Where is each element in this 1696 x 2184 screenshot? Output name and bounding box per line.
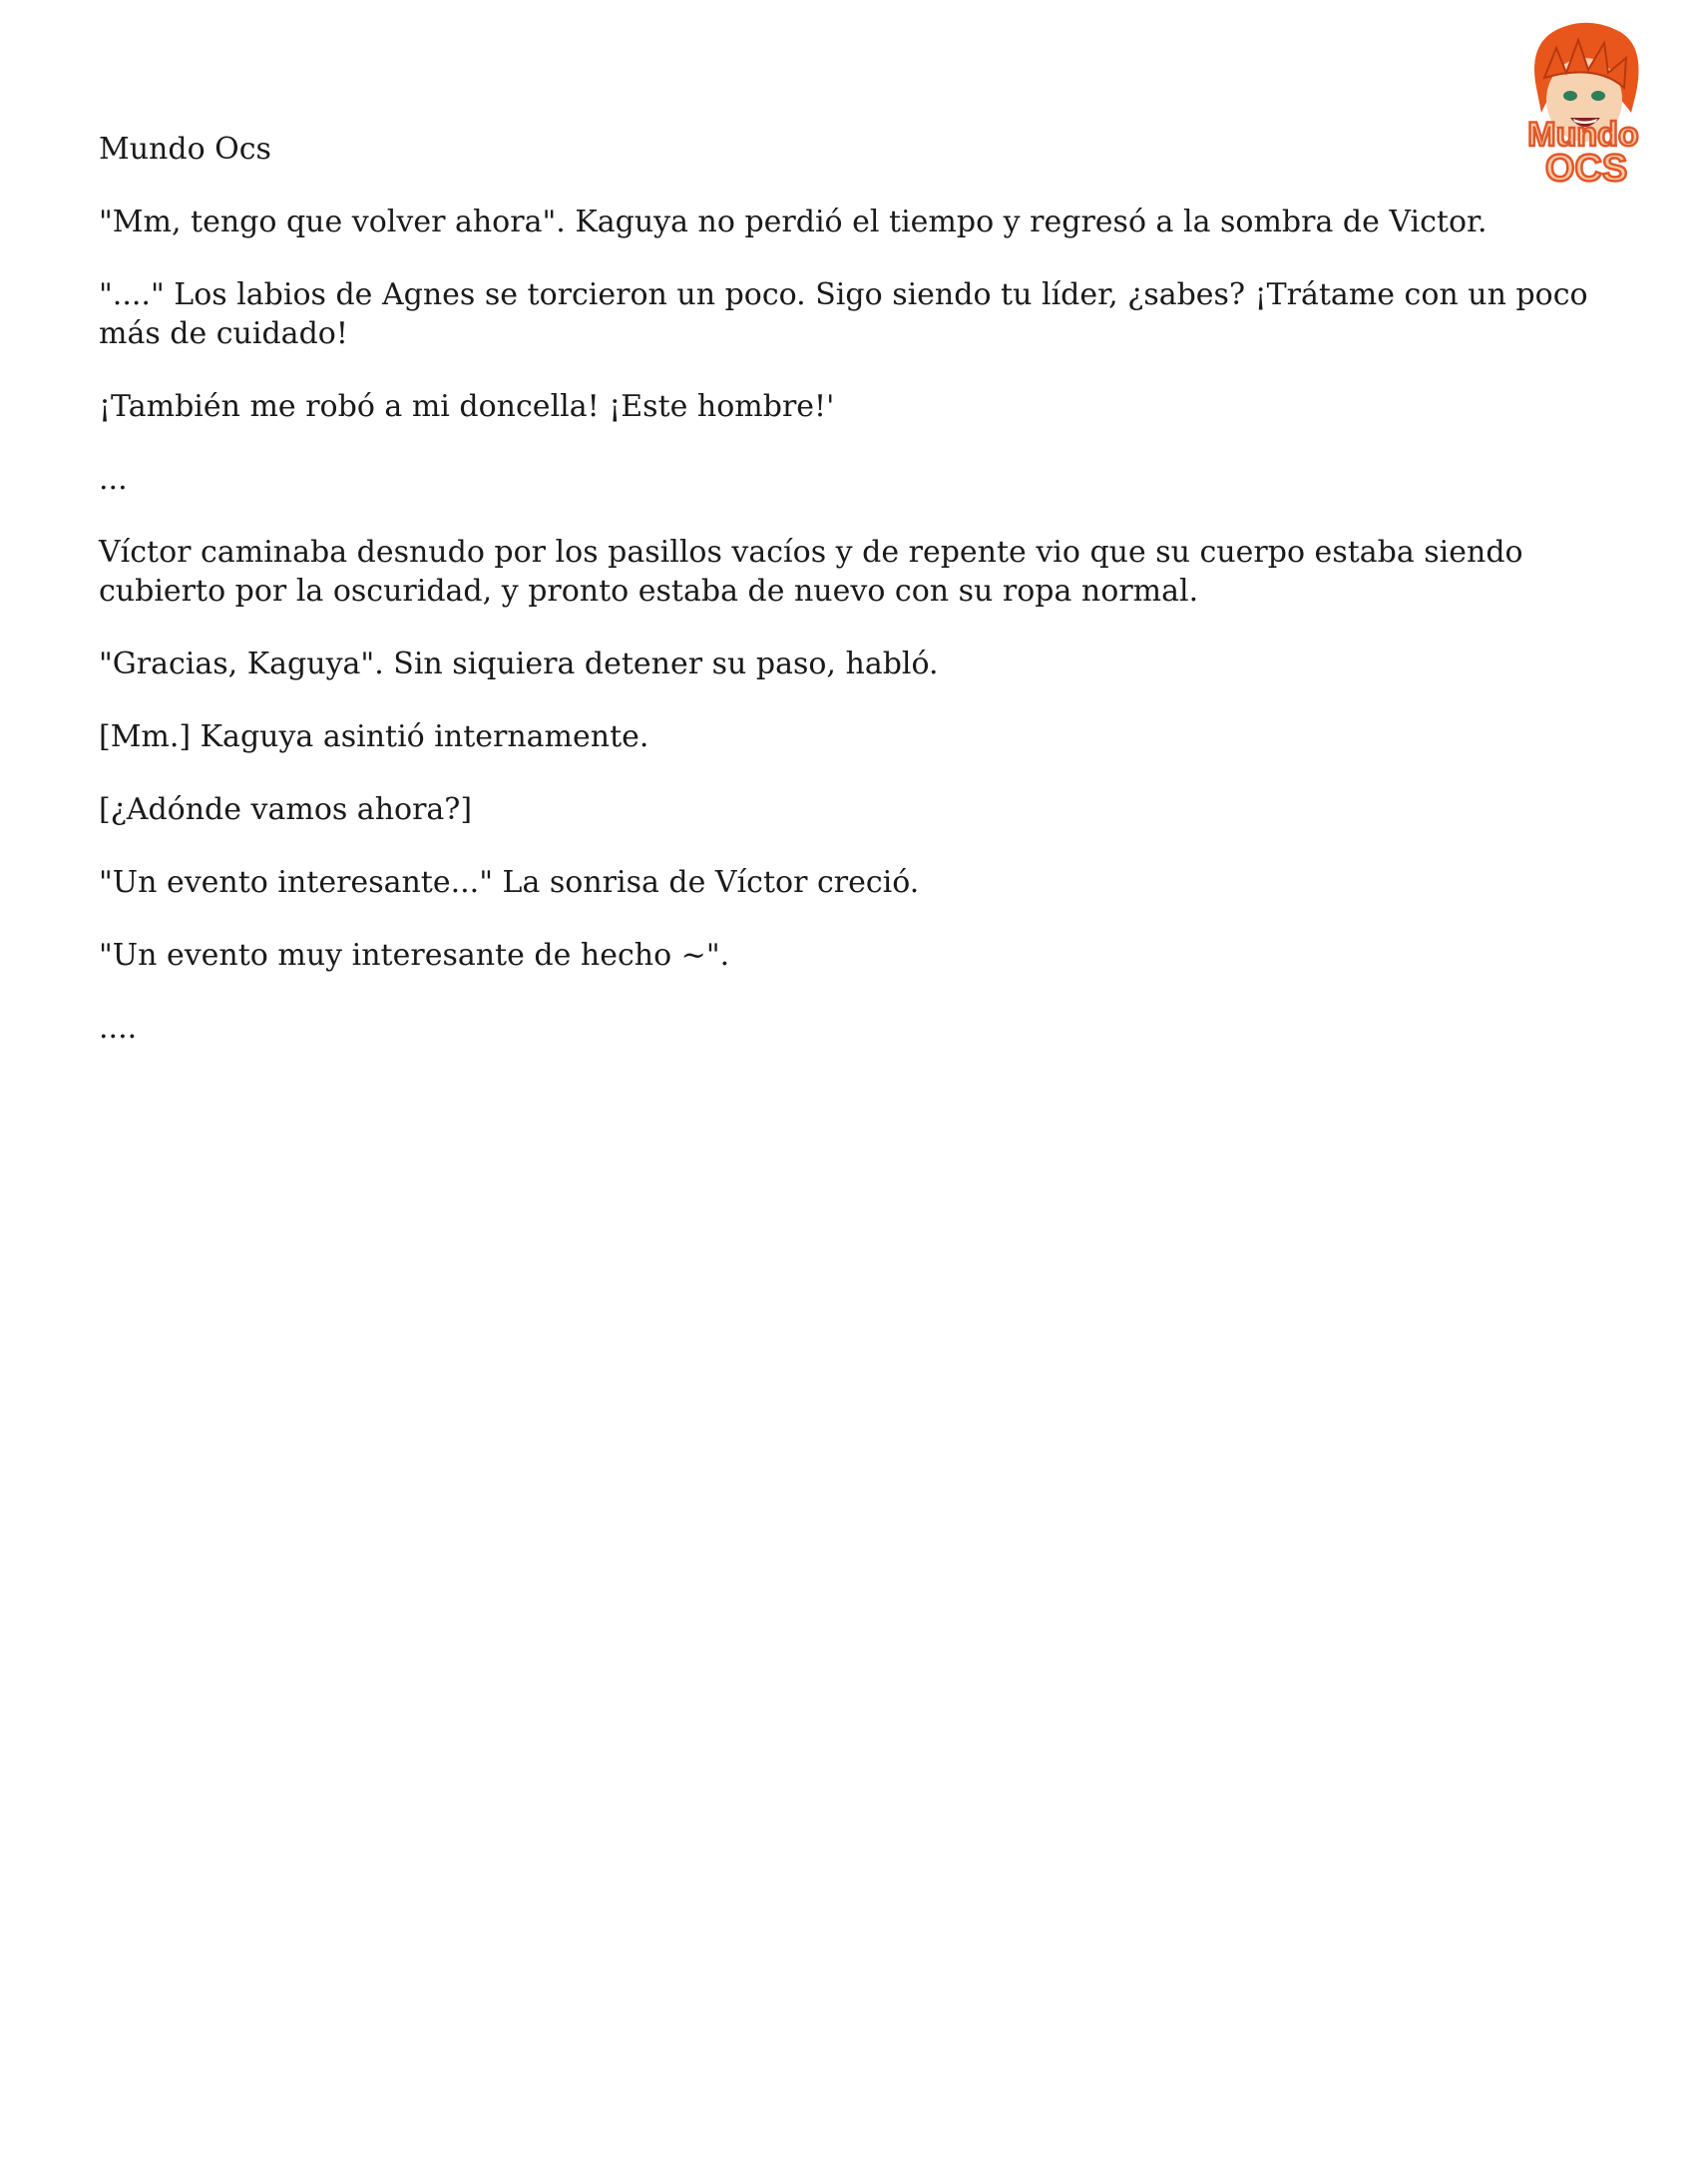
logo-eye-right — [1591, 91, 1605, 101]
paragraph: ¡También me robó a mi doncella! ¡Este hombre!' — [99, 389, 835, 424]
logo-eye-left — [1563, 91, 1577, 101]
paragraph: .... — [99, 1011, 138, 1046]
paragraph: Víctor caminaba desnudo por los pasillos vacíos y de repente vio que su cuerpo estaba siendo cubierto por la oscuridad, y pronto estaba de nuevo con su ropa normal. — [99, 535, 1533, 609]
paragraph: [¿Adónde vamos ahora?] — [99, 792, 473, 827]
document-body — [99, 130, 1615, 1082]
paragraph: "...." Los labios de Agnes se torcieron un poco. Sigo siendo tu líder, ¿sabes? ¡Trátame con un poco más de cuidado! — [99, 277, 1598, 351]
paragraph: Mundo Ocs — [99, 132, 271, 167]
paragraph: "Mm, tengo que volver ahora". Kaguya no perdió el tiempo y regresó a la sombra de Victor. — [99, 205, 1487, 239]
paragraph: [Mm.] Kaguya asintió internamente. — [99, 719, 649, 754]
paragraph: "Un evento interesante..." La sonrisa de Víctor creció. — [99, 865, 920, 900]
paragraph: "Gracias, Kaguya". Sin siquiera detener su paso, habló. — [99, 647, 939, 681]
logo-text-ocs: OCS — [1544, 148, 1628, 188]
logo-text-mundo: Mundo — [1527, 116, 1639, 154]
paragraph: "Un evento muy interesante de hecho ~". — [99, 938, 730, 973]
paragraph: ... — [99, 462, 128, 497]
